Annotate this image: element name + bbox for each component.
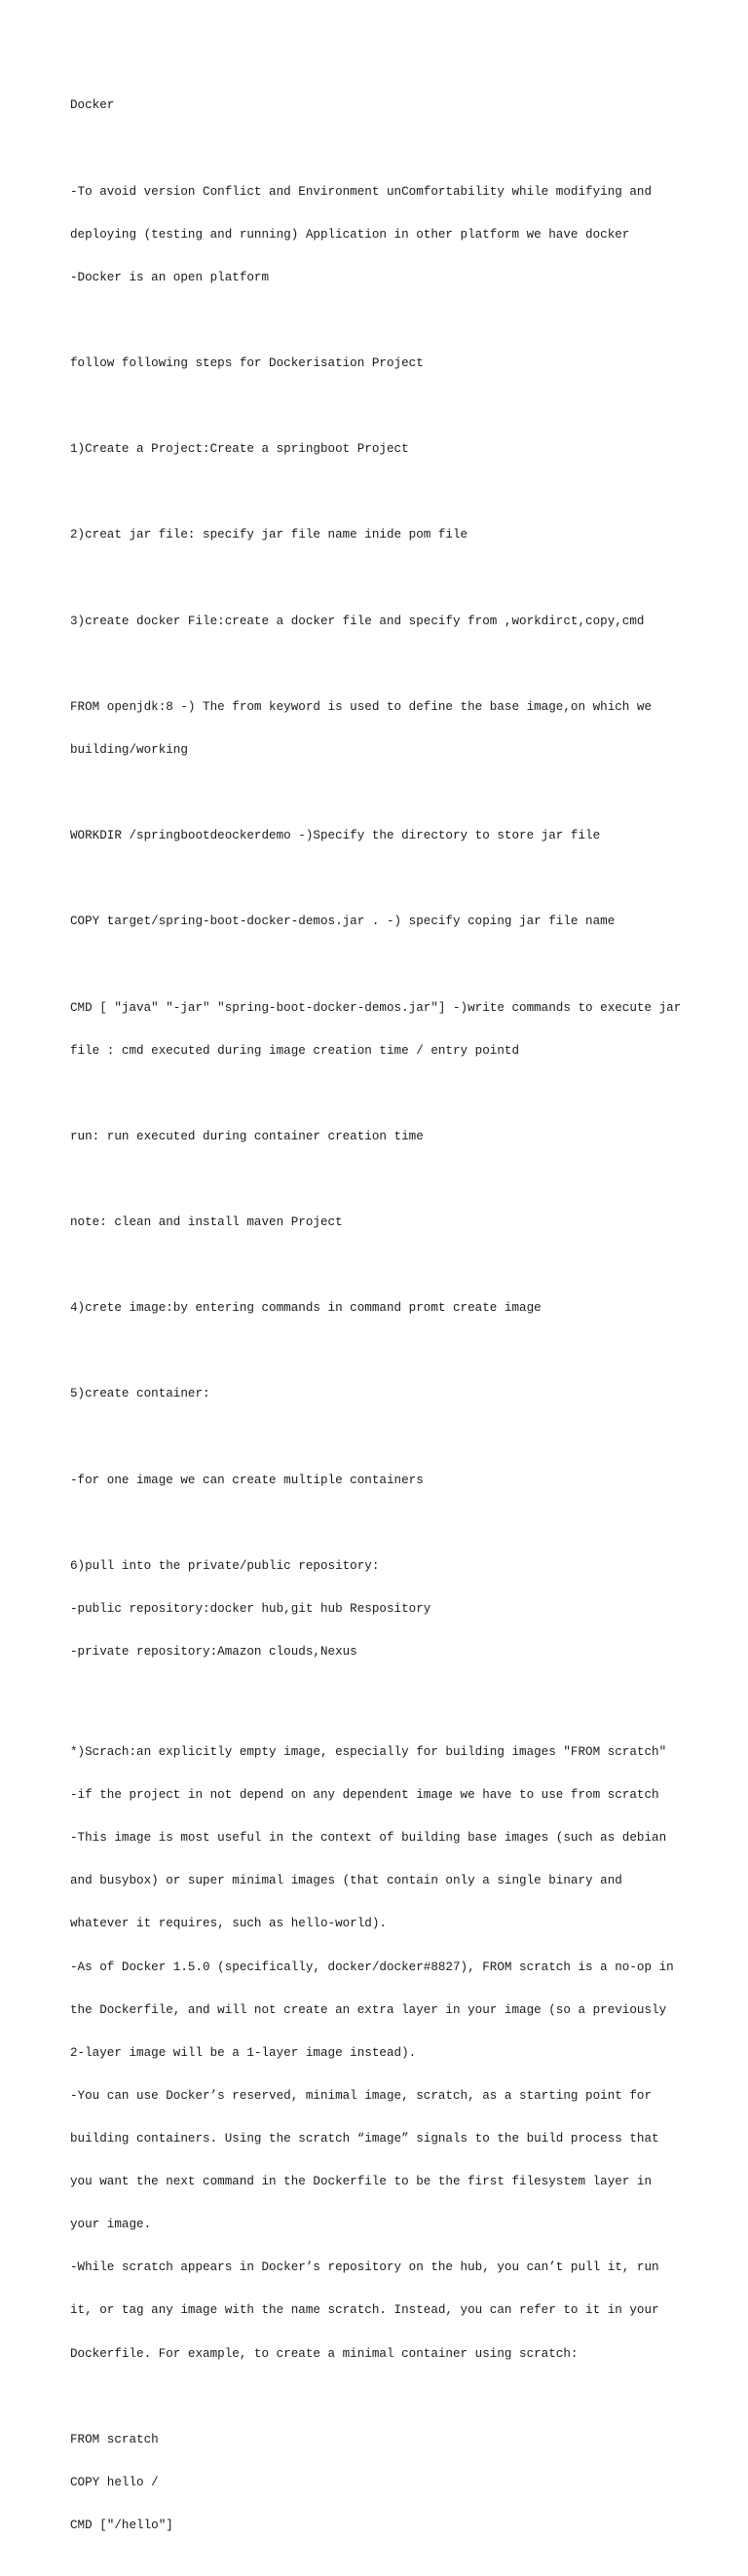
text-line: 2-layer image will be a 1-layer image instead). (70, 2045, 417, 2060)
text-line: deploying (testing and running) Application in other platform we have docker (70, 227, 630, 242)
step-6 (70, 1530, 693, 1688)
text-line: building/working (70, 742, 188, 757)
document-page (70, 70, 693, 2576)
text-line: and busybox) or super minimal images (that contain only a single binary and (70, 1874, 622, 1888)
run-note (70, 1101, 693, 1173)
scratch-example-code (70, 2404, 693, 2561)
text-line: -You can use Docker’s reserved, minimal image, scratch, as a starting point for (70, 2088, 653, 2103)
text-line: 1)Create a Project:Create a springboot Project (70, 442, 409, 457)
text-line: 3)create docker File:create a docker file and specify from ,workdirct,copy,cmd (70, 614, 645, 628)
step-4 (70, 1273, 693, 1345)
text-line: -private repository:Amazon clouds,Nexus (70, 1645, 357, 1660)
text-line: whatever it requires, such as hello-world). (70, 1917, 387, 1931)
text-line: Dockerfile. For example, to create a minimal container using scratch: (70, 2346, 579, 2361)
text-line: 6)pull into the private/public repository: (70, 1558, 380, 1573)
text-line: *)Scrach:an explicitly empty image, especially for building images "FROM scratch" (70, 1745, 667, 1759)
text-line: run: run executed during container creation time (70, 1129, 424, 1143)
cmd-instruction (70, 972, 693, 1087)
text-line: the Dockerfile, and will not create an extra layer in your image (so a previously (70, 2002, 667, 2017)
step-1 (70, 414, 693, 486)
containers-note (70, 1444, 693, 1516)
code-line: FROM scratch (70, 2432, 159, 2446)
text-line: -As of Docker 1.5.0 (specifically, docker/docker#8827), FROM scratch is a no-op in (70, 1960, 674, 1974)
text-line: -for one image we can create multiple containers (70, 1473, 424, 1487)
text-line: -To avoid version Conflict and Environment unComfortability while modifying and (70, 184, 653, 199)
text-line: -if the project in not depend on any dependent image we have to use from scratch (70, 1788, 659, 1803)
from-instruction (70, 671, 693, 786)
spacer (70, 1702, 693, 1717)
step-3 (70, 585, 693, 657)
text-line: file : cmd executed during image creation time / entry pointd (70, 1043, 520, 1058)
intro-paragraph (70, 156, 693, 314)
text-line: 5)create container: (70, 1387, 210, 1401)
document-title (70, 70, 693, 142)
step-5 (70, 1359, 693, 1431)
text-line: building containers. Using the scratch “image” signals to the build process that (70, 2131, 659, 2146)
step-2 (70, 500, 693, 572)
text-line: you want the next command in the Dockerfile to be the first filesystem layer in (70, 2175, 653, 2189)
text-line: follow following steps for Dockerisation Project (70, 356, 424, 371)
text-line: CMD [ "java" "-jar" "spring-boot-docker-demos.jar"] -)write commands to execute jar (70, 1000, 682, 1015)
text-line: WORKDIR /springbootdeockerdemo -)Specify the directory to store jar file (70, 829, 601, 843)
text-line: COPY target/spring-boot-docker-demos.jar . -) specify coping jar file name (70, 915, 616, 929)
text-line: your image. (70, 2218, 152, 2232)
title-line: Docker (70, 98, 115, 113)
code-line: CMD ["/hello"] (70, 2518, 173, 2532)
text-line: note: clean and install maven Project (70, 1215, 343, 1230)
text-line: -public repository:docker hub,git hub Respository (70, 1602, 431, 1616)
text-line: -While scratch appears in Docker’s repository on the hub, you can’t pull it, run (70, 2260, 659, 2275)
scratch-section (70, 1717, 693, 2390)
steps-heading (70, 328, 693, 400)
copy-instruction (70, 886, 693, 958)
text-line: FROM openjdk:8 -) The from keyword is used to define the base image,on which we (70, 699, 653, 714)
text-line: -Docker is an open platform (70, 270, 270, 284)
workdir-instruction (70, 801, 693, 873)
code-line: COPY hello / (70, 2475, 159, 2489)
maven-note (70, 1187, 693, 1259)
text-line: 4)crete image:by entering commands in command promt create image (70, 1301, 542, 1316)
text-line: it, or tag any image with the name scratch. Instead, you can refer to it in your (70, 2303, 659, 2318)
text-line: 2)creat jar file: specify jar file name inide pom file (70, 528, 468, 542)
text-line: -This image is most useful in the context of building base images (such as debian (70, 1831, 667, 1846)
